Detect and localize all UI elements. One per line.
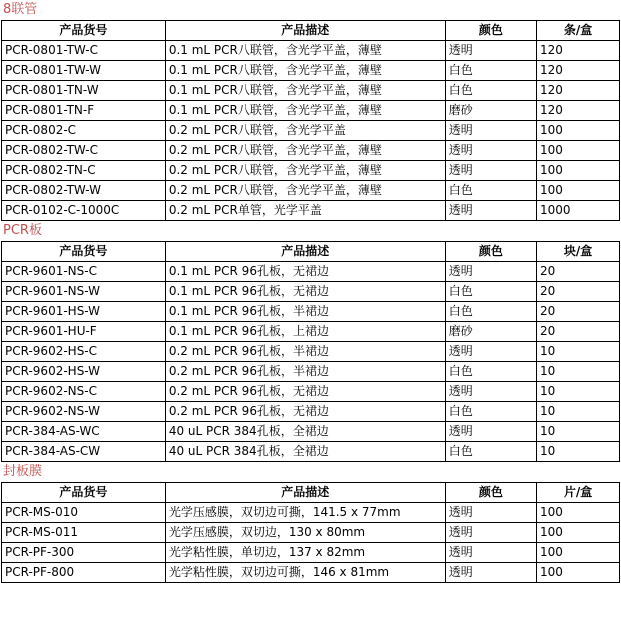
cell-description: 0.2 mL PCR单管，光学平盖 — [165, 201, 445, 221]
cell-quantity: 120 — [537, 81, 620, 101]
table-row — [2, 81, 620, 101]
cell-sku: PCR-9602-NS-W — [2, 402, 166, 422]
product-table — [1, 241, 620, 462]
cell-description: 光学压感膜，双切边，130 x 80mm — [165, 523, 445, 543]
cell-description: 0.2 mL PCR八联管，含光学平盖，薄壁 — [165, 141, 445, 161]
cell-sku: PCR-MS-011 — [2, 523, 166, 543]
table-header-row — [2, 21, 620, 41]
cell-quantity: 10 — [537, 382, 620, 402]
header-quantity: 条/盒 — [537, 21, 620, 41]
cell-description: 40 uL PCR 384孔板，全裙边 — [165, 422, 445, 442]
cell-quantity: 100 — [537, 543, 620, 563]
cell-description: 0.2 mL PCR 96孔板，半裙边 — [165, 342, 445, 362]
header-description: 产品描述 — [165, 242, 445, 262]
cell-description: 0.1 mL PCR八联管，含光学平盖，薄壁 — [165, 61, 445, 81]
cell-color: 透明 — [445, 161, 536, 181]
cell-color: 透明 — [445, 523, 536, 543]
cell-quantity: 100 — [537, 141, 620, 161]
table-row — [2, 302, 620, 322]
table-row — [2, 141, 620, 161]
cell-color: 透明 — [445, 422, 536, 442]
cell-description: 0.1 mL PCR八联管，含光学平盖，薄壁 — [165, 41, 445, 61]
table-row — [2, 442, 620, 462]
cell-sku: PCR-9602-HS-W — [2, 362, 166, 382]
cell-sku: PCR-0802-TN-C — [2, 161, 166, 181]
cell-description: 0.1 mL PCR 96孔板，上裙边 — [165, 322, 445, 342]
cell-color: 透明 — [445, 543, 536, 563]
cell-description: 0.2 mL PCR八联管，含光学平盖，薄壁 — [165, 181, 445, 201]
cell-description: 0.2 mL PCR 96孔板，无裙边 — [165, 382, 445, 402]
cell-color: 透明 — [445, 503, 536, 523]
table-row — [2, 563, 620, 583]
table-row — [2, 61, 620, 81]
table-header-row — [2, 242, 620, 262]
table-row — [2, 282, 620, 302]
cell-color: 透明 — [445, 342, 536, 362]
cell-color: 白色 — [445, 402, 536, 422]
cell-description: 光学粘性膜，双切边可撕，146 x 81mm — [165, 563, 445, 583]
cell-quantity: 100 — [537, 503, 620, 523]
table-row — [2, 322, 620, 342]
cell-sku: PCR-PF-300 — [2, 543, 166, 563]
cell-sku: PCR-MS-010 — [2, 503, 166, 523]
cell-quantity: 20 — [537, 282, 620, 302]
cell-quantity: 10 — [537, 422, 620, 442]
cell-sku: PCR-9602-HS-C — [2, 342, 166, 362]
section-title: 封板膜 — [3, 464, 43, 479]
table-row — [2, 342, 620, 362]
cell-color: 磨砂 — [445, 322, 536, 342]
header-quantity: 片/盒 — [537, 483, 620, 503]
cell-quantity: 20 — [537, 302, 620, 322]
table-row — [2, 201, 620, 221]
cell-sku: PCR-0801-TW-W — [2, 61, 166, 81]
cell-quantity: 120 — [537, 101, 620, 121]
header-color: 颜色 — [445, 21, 536, 41]
cell-sku: PCR-0801-TW-C — [2, 41, 166, 61]
cell-quantity: 100 — [537, 121, 620, 141]
cell-color: 白色 — [445, 282, 536, 302]
cell-sku: PCR-0802-TW-C — [2, 141, 166, 161]
cell-description: 0.2 mL PCR八联管，含光学平盖，薄壁 — [165, 161, 445, 181]
table-row — [2, 101, 620, 121]
cell-description: 0.1 mL PCR 96孔板，半裙边 — [165, 302, 445, 322]
cell-description: 0.1 mL PCR八联管，含光学平盖，薄壁 — [165, 101, 445, 121]
header-color: 颜色 — [445, 242, 536, 262]
section-title: PCR板 — [3, 223, 42, 238]
cell-description: 光学粘性膜，单切边，137 x 82mm — [165, 543, 445, 563]
cell-quantity: 1000 — [537, 201, 620, 221]
cell-color: 透明 — [445, 121, 536, 141]
cell-sku: PCR-0802-C — [2, 121, 166, 141]
cell-quantity: 10 — [537, 402, 620, 422]
cell-description: 0.1 mL PCR八联管，含光学平盖，薄壁 — [165, 81, 445, 101]
cell-description: 0.1 mL PCR 96孔板，无裙边 — [165, 262, 445, 282]
cell-color: 透明 — [445, 563, 536, 583]
table-row — [2, 402, 620, 422]
cell-color: 白色 — [445, 302, 536, 322]
cell-color: 白色 — [445, 81, 536, 101]
cell-color: 透明 — [445, 141, 536, 161]
cell-color: 透明 — [445, 382, 536, 402]
product-table — [1, 482, 620, 583]
cell-quantity: 10 — [537, 342, 620, 362]
header-color: 颜色 — [445, 483, 536, 503]
table-row — [2, 41, 620, 61]
table-row — [2, 362, 620, 382]
cell-color: 透明 — [445, 201, 536, 221]
cell-color: 白色 — [445, 362, 536, 382]
cell-sku: PCR-9601-NS-W — [2, 282, 166, 302]
cell-sku: PCR-0802-TW-W — [2, 181, 166, 201]
section-title: 8联管 — [3, 2, 38, 17]
table-row — [2, 382, 620, 402]
cell-quantity: 20 — [537, 262, 620, 282]
cell-description: 0.2 mL PCR八联管，含光学平盖 — [165, 121, 445, 141]
table-row — [2, 503, 620, 523]
table-row — [2, 161, 620, 181]
table-row — [2, 422, 620, 442]
cell-description: 光学压感膜，双切边可撕，141.5 x 77mm — [165, 503, 445, 523]
cell-color: 磨砂 — [445, 101, 536, 121]
header-description: 产品描述 — [165, 483, 445, 503]
cell-color: 白色 — [445, 61, 536, 81]
cell-sku: PCR-0801-TN-F — [2, 101, 166, 121]
cell-quantity: 10 — [537, 362, 620, 382]
cell-quantity: 100 — [537, 563, 620, 583]
cell-quantity: 20 — [537, 322, 620, 342]
header-sku: 产品货号 — [2, 483, 166, 503]
cell-quantity: 120 — [537, 41, 620, 61]
table-row — [2, 262, 620, 282]
cell-sku: PCR-9601-HS-W — [2, 302, 166, 322]
cell-sku: PCR-PF-800 — [2, 563, 166, 583]
header-sku: 产品货号 — [2, 21, 166, 41]
cell-sku: PCR-384-AS-WC — [2, 422, 166, 442]
cell-sku: PCR-384-AS-CW — [2, 442, 166, 462]
table-row — [2, 181, 620, 201]
header-quantity: 块/盒 — [537, 242, 620, 262]
cell-quantity: 120 — [537, 61, 620, 81]
cell-sku: PCR-9601-HU-F — [2, 322, 166, 342]
cell-sku: PCR-9601-NS-C — [2, 262, 166, 282]
cell-color: 白色 — [445, 442, 536, 462]
header-description: 产品描述 — [165, 21, 445, 41]
table-row — [2, 121, 620, 141]
cell-sku: PCR-0801-TN-W — [2, 81, 166, 101]
cell-quantity: 10 — [537, 442, 620, 462]
cell-color: 透明 — [445, 41, 536, 61]
cell-description: 0.2 mL PCR 96孔板，半裙边 — [165, 362, 445, 382]
cell-description: 0.2 mL PCR 96孔板，无裙边 — [165, 402, 445, 422]
cell-quantity: 100 — [537, 161, 620, 181]
table-header-row — [2, 483, 620, 503]
cell-sku: PCR-9602-NS-C — [2, 382, 166, 402]
header-sku: 产品货号 — [2, 242, 166, 262]
cell-quantity: 100 — [537, 181, 620, 201]
table-row — [2, 543, 620, 563]
cell-description: 40 uL PCR 384孔板，全裙边 — [165, 442, 445, 462]
table-row — [2, 523, 620, 543]
cell-color: 白色 — [445, 181, 536, 201]
product-table — [1, 20, 620, 221]
cell-sku: PCR-0102-C-1000C — [2, 201, 166, 221]
cell-description: 0.1 mL PCR 96孔板，无裙边 — [165, 282, 445, 302]
cell-quantity: 100 — [537, 523, 620, 543]
cell-color: 透明 — [445, 262, 536, 282]
